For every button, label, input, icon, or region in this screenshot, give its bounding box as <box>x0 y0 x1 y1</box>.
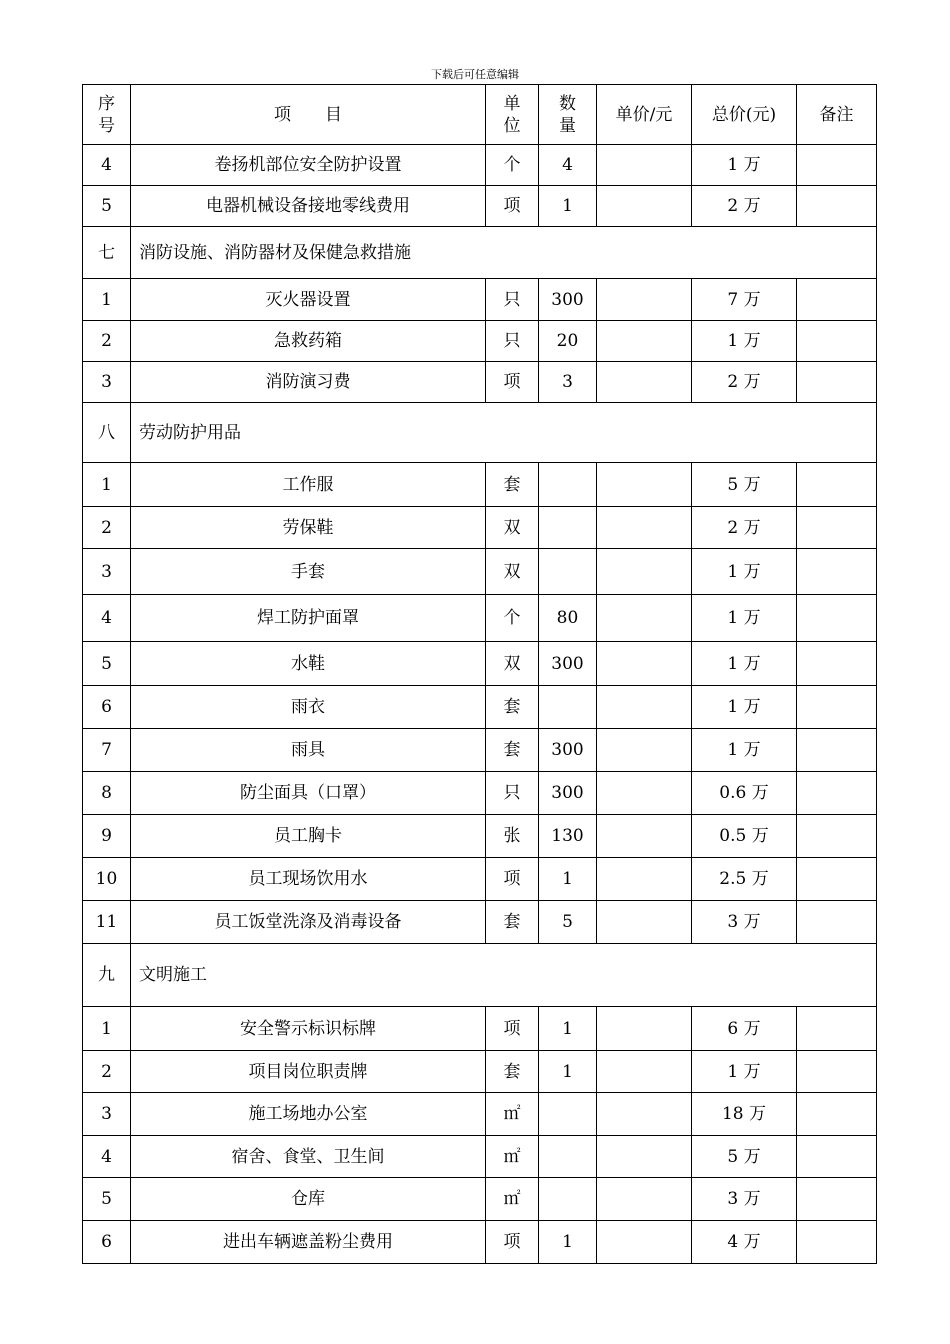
cell-unit-price <box>597 1007 692 1051</box>
cell-unit: 个 <box>486 145 539 186</box>
cell-unit-price <box>597 901 692 944</box>
table-row <box>83 145 877 186</box>
cell-qty <box>539 686 597 729</box>
cell-unit: 只 <box>486 279 539 321</box>
cell-unit: 双 <box>486 642 539 686</box>
table-row <box>83 549 877 595</box>
cell-item: 施工场地办公室 <box>131 1093 486 1136</box>
cell-seq: 11 <box>83 901 131 944</box>
cell-unit-price <box>597 507 692 549</box>
cell-seq: 3 <box>83 362 131 403</box>
cell-total: 1 万 <box>692 729 797 772</box>
cell-total: 5 万 <box>692 1136 797 1178</box>
cell-item: 劳保鞋 <box>131 507 486 549</box>
cell-total: 1 万 <box>692 145 797 186</box>
cell-unit-price <box>597 642 692 686</box>
cell-qty <box>539 1178 597 1221</box>
cell-note <box>797 279 877 321</box>
cell-total: 1 万 <box>692 549 797 595</box>
cell-note <box>797 642 877 686</box>
cell-unit-price <box>597 549 692 595</box>
cell-total: 4 万 <box>692 1221 797 1264</box>
cell-note <box>797 772 877 815</box>
cell-total: 18 万 <box>692 1093 797 1136</box>
cost-table <box>82 84 877 1264</box>
cell-note <box>797 901 877 944</box>
col-header-note: 备注 <box>797 85 877 145</box>
table-row <box>83 595 877 642</box>
cell-total: 1 万 <box>692 642 797 686</box>
cell-unit: 套 <box>486 463 539 507</box>
section-row <box>83 227 877 279</box>
cell-unit: 双 <box>486 507 539 549</box>
cell-qty: 20 <box>539 321 597 362</box>
cell-qty: 300 <box>539 772 597 815</box>
table-row <box>83 729 877 772</box>
cell-seq: 10 <box>83 858 131 901</box>
cell-seq: 7 <box>83 729 131 772</box>
cell-note <box>797 686 877 729</box>
table-row <box>83 901 877 944</box>
cell-total: 1 万 <box>692 321 797 362</box>
cell-note <box>797 1093 877 1136</box>
cell-item: 员工饭堂洗涤及消毒设备 <box>131 901 486 944</box>
table-row <box>83 858 877 901</box>
cell-note <box>797 321 877 362</box>
cell-qty <box>539 507 597 549</box>
cell-item: 水鞋 <box>131 642 486 686</box>
cell-unit-price <box>597 186 692 227</box>
cell-note <box>797 362 877 403</box>
header-row <box>83 85 877 145</box>
cell-item: 进出车辆遮盖粉尘费用 <box>131 1221 486 1264</box>
cell-unit-price <box>597 463 692 507</box>
cell-qty: 1 <box>539 186 597 227</box>
cell-unit: 项 <box>486 1007 539 1051</box>
cell-seq: 5 <box>83 186 131 227</box>
cell-seq: 5 <box>83 1178 131 1221</box>
cell-seq: 6 <box>83 686 131 729</box>
cell-seq: 4 <box>83 145 131 186</box>
cell-unit-price <box>597 772 692 815</box>
cell-item: 仓库 <box>131 1178 486 1221</box>
col-header-qty: 数量 <box>539 85 597 145</box>
cell-seq: 3 <box>83 549 131 595</box>
cell-qty <box>539 1136 597 1178</box>
cell-unit: 只 <box>486 772 539 815</box>
cell-qty: 5 <box>539 901 597 944</box>
cell-note <box>797 186 877 227</box>
section-row <box>83 403 877 463</box>
cell-unit-price <box>597 595 692 642</box>
cell-total: 5 万 <box>692 463 797 507</box>
cell-item: 安全警示标识标牌 <box>131 1007 486 1051</box>
cell-unit-price <box>597 686 692 729</box>
table-row <box>83 815 877 858</box>
cell-qty: 300 <box>539 279 597 321</box>
table-row <box>83 1051 877 1093</box>
cell-item: 消防演习费 <box>131 362 486 403</box>
cell-item: 员工现场饮用水 <box>131 858 486 901</box>
cell-seq: 1 <box>83 279 131 321</box>
section-number: 八 <box>83 403 131 463</box>
cell-note <box>797 1178 877 1221</box>
cell-unit-price <box>597 321 692 362</box>
cell-note <box>797 1136 877 1178</box>
cell-total: 3 万 <box>692 901 797 944</box>
cell-qty: 1 <box>539 1007 597 1051</box>
cell-note <box>797 145 877 186</box>
cell-unit: 只 <box>486 321 539 362</box>
cell-total: 2 万 <box>692 507 797 549</box>
cell-total: 0.6 万 <box>692 772 797 815</box>
cell-qty: 300 <box>539 642 597 686</box>
cell-seq: 2 <box>83 321 131 362</box>
col-header-unit-price: 单价/元 <box>597 85 692 145</box>
cell-unit-price <box>597 815 692 858</box>
cell-item: 员工胸卡 <box>131 815 486 858</box>
table-row <box>83 186 877 227</box>
cell-item: 工作服 <box>131 463 486 507</box>
col-header-seq: 序号 <box>83 85 131 145</box>
cell-item: 雨具 <box>131 729 486 772</box>
cell-seq: 3 <box>83 1093 131 1136</box>
cell-item: 雨衣 <box>131 686 486 729</box>
table-row <box>83 321 877 362</box>
cell-unit: ㎡ <box>486 1136 539 1178</box>
cell-item: 手套 <box>131 549 486 595</box>
section-row <box>83 944 877 1007</box>
table-row <box>83 1007 877 1051</box>
cell-note <box>797 729 877 772</box>
cell-total: 0.5 万 <box>692 815 797 858</box>
cell-item: 焊工防护面罩 <box>131 595 486 642</box>
cell-seq: 4 <box>83 595 131 642</box>
cell-note <box>797 1007 877 1051</box>
section-title: 劳动防护用品 <box>131 403 877 463</box>
cell-qty <box>539 1093 597 1136</box>
cell-unit-price <box>597 858 692 901</box>
cell-unit: 双 <box>486 549 539 595</box>
cell-unit-price <box>597 1136 692 1178</box>
table-row <box>83 686 877 729</box>
cell-unit: 项 <box>486 362 539 403</box>
cell-qty <box>539 463 597 507</box>
cell-unit: 项 <box>486 858 539 901</box>
cell-item: 灭火器设置 <box>131 279 486 321</box>
cell-note <box>797 463 877 507</box>
cell-total: 1 万 <box>692 595 797 642</box>
cell-unit: 套 <box>486 729 539 772</box>
cell-total: 1 万 <box>692 1051 797 1093</box>
cell-unit-price <box>597 362 692 403</box>
cell-total: 2.5 万 <box>692 858 797 901</box>
cell-unit-price <box>597 1221 692 1264</box>
cell-seq: 6 <box>83 1221 131 1264</box>
cell-total: 2 万 <box>692 362 797 403</box>
cell-item: 项目岗位职责牌 <box>131 1051 486 1093</box>
cell-unit: 个 <box>486 595 539 642</box>
cell-note <box>797 507 877 549</box>
cell-unit-price <box>597 729 692 772</box>
cell-item: 宿舍、食堂、卫生间 <box>131 1136 486 1178</box>
cell-unit: 套 <box>486 901 539 944</box>
col-header-total: 总价(元) <box>692 85 797 145</box>
cell-note <box>797 815 877 858</box>
cell-total: 6 万 <box>692 1007 797 1051</box>
cell-note <box>797 858 877 901</box>
page-header: 下载后可任意编辑 <box>431 68 519 81</box>
cell-seq: 1 <box>83 463 131 507</box>
cell-item: 防尘面具（口罩） <box>131 772 486 815</box>
cell-total: 7 万 <box>692 279 797 321</box>
cell-total: 3 万 <box>692 1178 797 1221</box>
table-row <box>83 362 877 403</box>
cell-qty <box>539 549 597 595</box>
cell-unit: 套 <box>486 686 539 729</box>
cell-total: 1 万 <box>692 686 797 729</box>
cell-seq: 9 <box>83 815 131 858</box>
cell-unit-price <box>597 1093 692 1136</box>
cell-qty: 1 <box>539 1221 597 1264</box>
cell-seq: 2 <box>83 1051 131 1093</box>
cell-qty: 4 <box>539 145 597 186</box>
table-row <box>83 1093 877 1136</box>
cell-unit: ㎡ <box>486 1093 539 1136</box>
cell-unit: 张 <box>486 815 539 858</box>
cell-qty: 3 <box>539 362 597 403</box>
cell-unit: 项 <box>486 1221 539 1264</box>
section-title: 消防设施、消防器材及保健急救措施 <box>131 227 877 279</box>
col-header-item: 项 目 <box>131 85 486 145</box>
cell-unit: ㎡ <box>486 1178 539 1221</box>
table-row <box>83 772 877 815</box>
cell-unit-price <box>597 1178 692 1221</box>
cell-unit-price <box>597 145 692 186</box>
col-header-unit: 单位 <box>486 85 539 145</box>
cell-note <box>797 595 877 642</box>
cell-item: 急救药箱 <box>131 321 486 362</box>
cell-unit-price <box>597 279 692 321</box>
cell-seq: 1 <box>83 1007 131 1051</box>
cell-unit: 项 <box>486 186 539 227</box>
cell-qty: 1 <box>539 858 597 901</box>
cell-seq: 4 <box>83 1136 131 1178</box>
cell-qty: 300 <box>539 729 597 772</box>
table-body <box>83 85 877 1264</box>
table-row <box>83 1178 877 1221</box>
cell-item: 卷扬机部位安全防护设置 <box>131 145 486 186</box>
table-row <box>83 507 877 549</box>
cell-qty: 80 <box>539 595 597 642</box>
table-row <box>83 463 877 507</box>
section-title: 文明施工 <box>131 944 877 1007</box>
cell-note <box>797 1221 877 1264</box>
cell-seq: 8 <box>83 772 131 815</box>
cell-unit-price <box>597 1051 692 1093</box>
cell-qty: 130 <box>539 815 597 858</box>
cell-unit: 套 <box>486 1051 539 1093</box>
cell-note <box>797 1051 877 1093</box>
cell-qty: 1 <box>539 1051 597 1093</box>
cell-seq: 5 <box>83 642 131 686</box>
table-row <box>83 1221 877 1264</box>
table-row <box>83 642 877 686</box>
cell-total: 2 万 <box>692 186 797 227</box>
cell-seq: 2 <box>83 507 131 549</box>
cell-note <box>797 549 877 595</box>
cell-item: 电器机械设备接地零线费用 <box>131 186 486 227</box>
table-row <box>83 1136 877 1178</box>
table-row <box>83 279 877 321</box>
section-number: 七 <box>83 227 131 279</box>
section-number: 九 <box>83 944 131 1007</box>
